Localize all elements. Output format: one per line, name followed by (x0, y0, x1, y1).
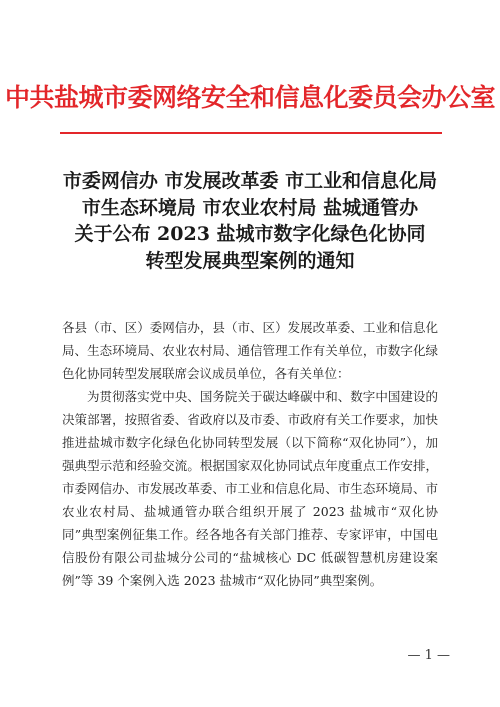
masthead-red-rule (60, 132, 442, 134)
title-line-4: 转型发展典型案例的通知 (145, 249, 355, 272)
document-masthead: 中共盐城市委网络安全和信息化委员会办公室 (4, 83, 495, 112)
document-body (62, 316, 438, 592)
title-line-1: 市委网信办 市发展改革委 市工业和信息化局 (62, 170, 438, 192)
page-number: — 1 — (407, 648, 450, 663)
addressee-paragraph: 各县（市、区）委网信办，县（市、区）发展改革委、工业和信息化局、生态环境局、农业农村局、通信管理工作有关单位，市数字化绿色化协同转型发展联席会议成员单位，各有关单位： (62, 320, 438, 381)
body-paragraph: 为贯彻落实党中央、国务院关于碳达峰碳中和、数字中国建设的决策部署，按照省委、省政府以及市委、市政府有关工作要求，加快推进盐城市数字化绿色化协同转型发展（以下简称“双化协同”），加强典型示范和经验交流。根据国家双化协同试点年度重点工作安排，市委网信办、市发展改革委、市工业和信息化局、市生态环境局、市农业农村局、盐城通管办联合组织开展了 2023 盐城市“双化协同”典型案例征集工作。经各地各有关部门推荐、专家评审，中国电信股份有限公司盐城分公司的“盐城核心 DC 低碳智慧机房建设案例”等 39 个案例入选 2023 盐城市“双化协同”典型案例。 (62, 389, 438, 588)
title-line-2: 市生态环境局 市农业农村局 盐城通管办 (81, 196, 419, 219)
title-line-3: 关于公布 2023 盐城市数字化绿色化协同 (74, 223, 426, 245)
document-title (0, 168, 500, 274)
